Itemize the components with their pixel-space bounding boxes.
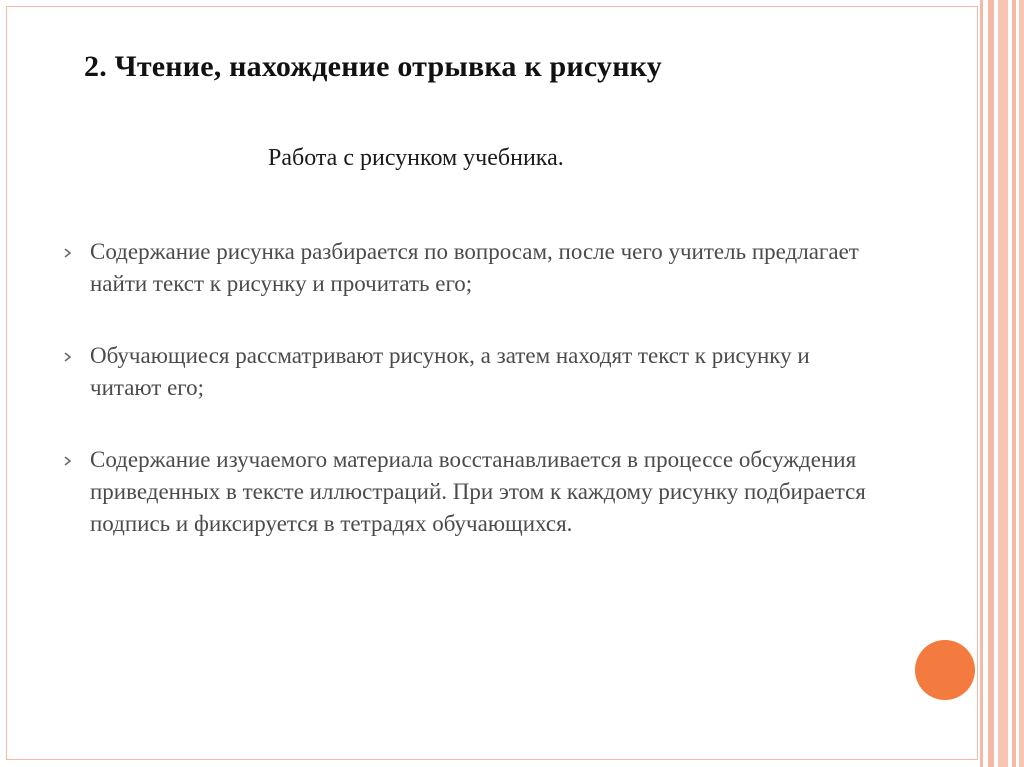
chevron-right-icon bbox=[62, 351, 74, 363]
slide-subtitle: Работа с рисунком учебника. bbox=[268, 145, 564, 171]
bullet-item bbox=[62, 236, 882, 300]
bullet-item bbox=[62, 444, 882, 540]
decorative-circle bbox=[915, 640, 975, 700]
stripe bbox=[1012, 0, 1016, 767]
bullet-text: Содержание изучаемого материала восстанавливается в процессе обсуждения приведенных в тексте иллюстраций. При этом к каждому рисунку подбирается подпись и фиксируется в тетрадях обучающихся. bbox=[90, 447, 866, 536]
slide-title: 2. Чтение, нахождение отрывка к рисунку bbox=[84, 50, 662, 83]
bullet-text: Обучающиеся рассматривают рисунок, а затем находят текст к рисунку и читают его; bbox=[90, 343, 810, 400]
decorative-stripes bbox=[978, 0, 1024, 767]
bullet-text: Содержание рисунка разбирается по вопросам, после чего учитель предлагает найти текст к рисунку и прочитать его; bbox=[90, 239, 859, 296]
stripe bbox=[988, 0, 994, 767]
stripe bbox=[1019, 0, 1024, 767]
stripe bbox=[980, 0, 983, 767]
bullet-list bbox=[62, 236, 882, 580]
stripe bbox=[998, 0, 1008, 767]
bullet-item bbox=[62, 340, 882, 404]
chevron-right-icon bbox=[62, 455, 74, 467]
chevron-right-icon bbox=[62, 247, 74, 259]
